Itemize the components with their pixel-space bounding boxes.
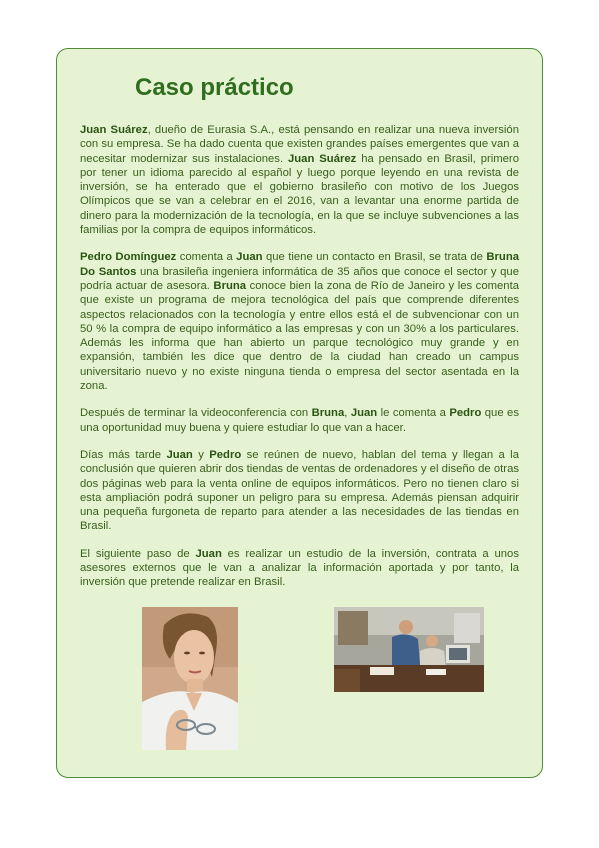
paragraph-next-step <box>80 547 519 590</box>
text-run: El siguiente paso de <box>80 547 196 560</box>
office-meeting-photo <box>334 607 484 692</box>
bold-name: Juan Suárez <box>80 124 148 136</box>
case-study-text <box>80 123 519 603</box>
paragraph-videoconference <box>80 406 519 435</box>
text-run: y <box>192 448 210 461</box>
text-run: ha pensado en Brasil, primero por tener un idioma parecido al español y luego porque leyendo en una revista de inversión, se ha enterado que el gobierno brasileño con motivo de los Juegos Olímpicos que se van a celebrar en el 2016, van a levantar una enorme partida de dinero para la modernización de la tecnología, en la que se incluye subvenciones a las familias por la compra de equipos informáticos. <box>80 152 519 237</box>
paragraph-contact <box>80 250 519 393</box>
page-title: Caso práctico <box>135 74 294 101</box>
text-run: Días más tarde <box>80 448 167 461</box>
bold-name: Bruna <box>311 407 345 420</box>
text-run: , dueño de Eurasia S.A., está pensando en realizar una nueva inversión con su empresa. Se ha dado cuenta que existen grandes países emergentes que van a necesitar modernizar sus instalaciones. <box>80 124 519 165</box>
text-run: Después de terminar la videoconferencia con <box>80 407 312 420</box>
text-run: que es una oportunidad muy buena y quiere estudiar lo que van a hacer. <box>80 407 519 434</box>
text-run: comenta a <box>176 251 237 264</box>
bold-name: Pedro Domínguez <box>80 251 177 264</box>
bold-name: Bruna <box>213 279 247 292</box>
text-run: conoce bien la zona de Río de Janeiro y les comenta que existe un programa de mejora tecnológica del país que comprende diferentes aspectos relacionados con la tecnología y entre ellos está el de subvencionar con un 50 % la compra de equipo informático a las empresas y con un 30% a los particulares. Además les informa que han abierto un parque tecnológico muy grande y en expansión, también les dice que dentro de la ciudad han creado un campus universitario nuevo y no existe ninguna tienda o empresa del sector asentada en la zona. <box>80 279 519 393</box>
text-run: una brasileña ingeniera informática de 35 años que conoce el sector y que podría actuar de asesora. <box>80 265 519 292</box>
bold-name: Pedro <box>449 407 482 420</box>
businesswoman-photo <box>142 607 238 750</box>
bold-name: Bruna Do Santos <box>80 251 520 278</box>
bold-name: Juan <box>195 547 222 560</box>
bold-name: Pedro <box>209 448 242 461</box>
text-run: es realizar un estudio de la inversión, contrata a unos asesores externos que le van a analizar la información aportada y por tanto, la inversión que pretende realizar en Brasil. <box>80 547 519 589</box>
bold-name: Juan <box>166 448 193 461</box>
text-run: le comenta a <box>377 407 450 420</box>
text-run: se reúnen de nuevo, hablan del tema y llegan a la conclusión que quieren abrir dos tiendas de ventas de ordenadores y el diseño de otras dos páginas web para la venta online de equipos informáticos. Pero no tienen claro si esta ampliación podrá suponer un peligro para su empresa. Además piensan adquirir una pequeña furgoneta de reparto para atender a las necesidades de las tiendas en Brasil. <box>80 448 519 533</box>
text-run: que tiene un contacto en Brasil, se trata de <box>262 251 487 264</box>
paragraph-meeting <box>80 448 519 534</box>
bold-name: Juan Suárez <box>287 152 357 165</box>
bold-name: Juan <box>236 251 263 264</box>
bold-name: Juan <box>350 407 378 420</box>
paragraph-intro <box>80 123 519 237</box>
text-run: , <box>344 407 351 420</box>
